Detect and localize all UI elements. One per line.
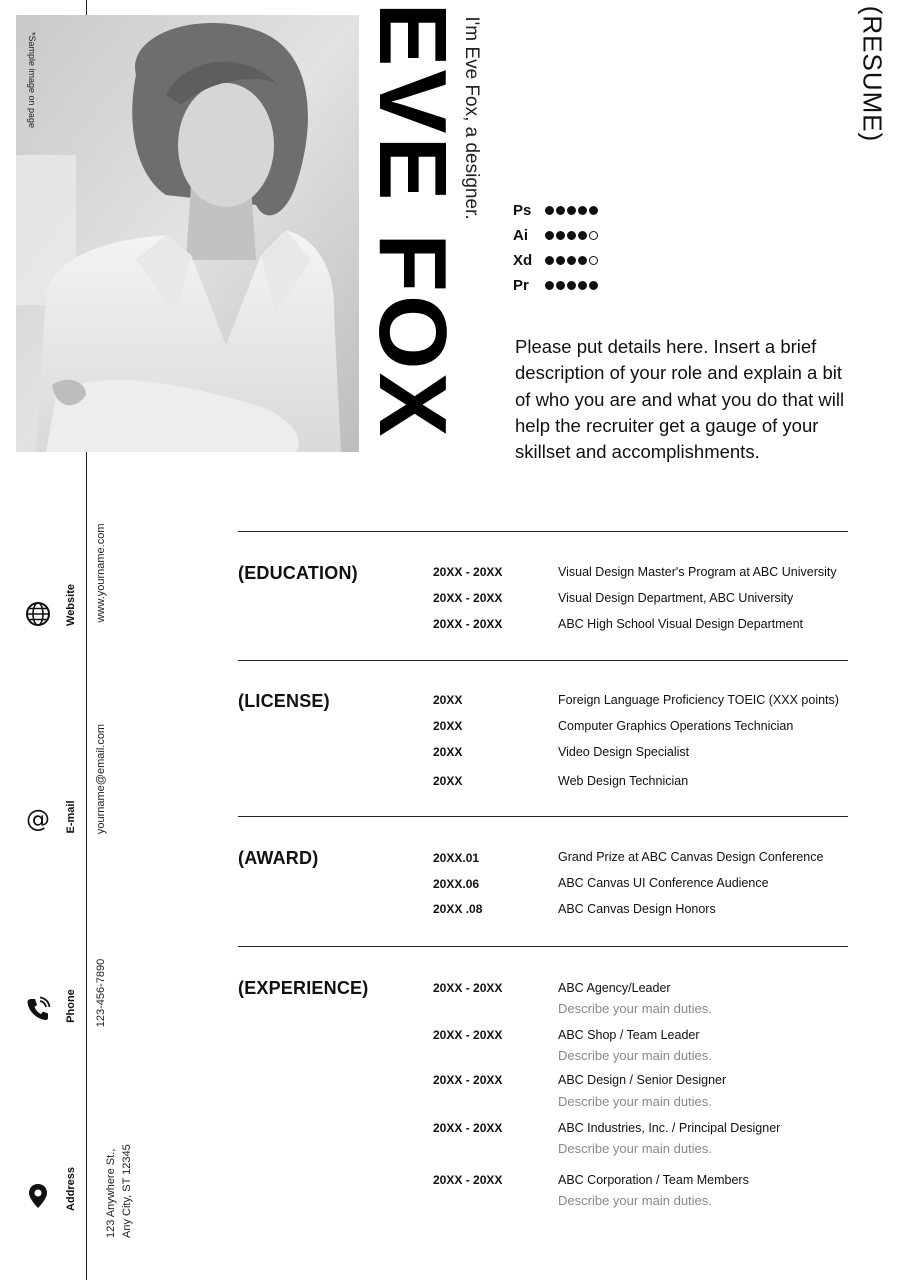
experience-role: ABC Industries, Inc. / Principal Designer bbox=[558, 1121, 781, 1135]
globe-icon bbox=[25, 601, 51, 627]
skill-name: Pr bbox=[513, 277, 529, 294]
license-entry: Computer Graphics Operations Technician bbox=[558, 719, 794, 733]
section-divider bbox=[238, 816, 848, 817]
experience-date: 20XX - 20XX bbox=[433, 1073, 503, 1087]
education-entry: Visual Design Department, ABC University bbox=[558, 591, 794, 605]
skills-list bbox=[513, 198, 598, 298]
award-date: 20XX.01 bbox=[433, 851, 480, 865]
education-heading: (EDUCATION) bbox=[238, 563, 358, 583]
location-pin-icon bbox=[25, 1183, 51, 1209]
experience-duties: Describe your main duties. bbox=[558, 1094, 712, 1109]
award-date: 20XX.06 bbox=[433, 877, 480, 891]
license-heading: (LICENSE) bbox=[238, 691, 330, 711]
license-date: 20XX bbox=[433, 745, 463, 759]
rating-dot-filled bbox=[545, 231, 554, 240]
section-divider bbox=[238, 946, 848, 947]
rating-dot-filled bbox=[556, 256, 565, 265]
rating-dot-filled bbox=[578, 281, 587, 290]
rating-dot-filled bbox=[545, 256, 554, 265]
skill-rating bbox=[545, 281, 598, 290]
svg-text:@: @ bbox=[26, 807, 50, 833]
license-entry: Video Design Specialist bbox=[558, 745, 690, 759]
rating-dot-filled bbox=[589, 206, 598, 215]
award-entry: ABC Canvas Design Honors bbox=[558, 902, 716, 916]
profile-photo bbox=[16, 15, 359, 452]
license-entry: Web Design Technician bbox=[558, 774, 689, 788]
experience-role: ABC Corporation / Team Members bbox=[558, 1173, 749, 1187]
experience-duties: Describe your main duties. bbox=[558, 1048, 712, 1063]
award-heading: (AWARD) bbox=[238, 848, 319, 868]
experience-duties: Describe your main duties. bbox=[558, 1001, 712, 1016]
experience-date: 20XX - 20XX bbox=[433, 1028, 503, 1042]
skill-row bbox=[513, 273, 598, 298]
rating-dot-empty bbox=[589, 256, 598, 265]
skill-row bbox=[513, 248, 598, 273]
rating-dot-filled bbox=[556, 281, 565, 290]
experience-date: 20XX - 20XX bbox=[433, 1173, 503, 1187]
skill-row bbox=[513, 198, 598, 223]
address-line2: Any City, ST 12345 bbox=[121, 1144, 133, 1238]
skill-rating bbox=[545, 256, 598, 265]
rating-dot-filled bbox=[567, 281, 576, 290]
portrait-illustration bbox=[16, 15, 359, 452]
skill-name: Ps bbox=[513, 202, 532, 219]
skill-name: Ai bbox=[513, 227, 528, 244]
rating-dot-filled bbox=[567, 231, 576, 240]
license-entry: Foreign Language Proficiency TOEIC (XXX points) bbox=[558, 693, 839, 707]
rating-dot-filled bbox=[567, 206, 576, 215]
rating-dot-filled bbox=[578, 231, 587, 240]
experience-duties: Describe your main duties. bbox=[558, 1193, 712, 1208]
rating-dot-filled bbox=[578, 206, 587, 215]
section-divider bbox=[238, 660, 848, 661]
skill-rating bbox=[545, 231, 598, 240]
license-date: 20XX bbox=[433, 774, 463, 788]
skill-row bbox=[513, 223, 598, 248]
experience-role: ABC Agency/Leader bbox=[558, 981, 671, 995]
rating-dot-filled bbox=[578, 256, 587, 265]
award-entry: ABC Canvas UI Conference Audience bbox=[558, 876, 769, 890]
section-divider bbox=[238, 531, 848, 532]
experience-role: ABC Shop / Team Leader bbox=[558, 1028, 700, 1042]
address-line1: 123 Anywhere St., bbox=[105, 1148, 117, 1238]
rating-dot-filled bbox=[589, 281, 598, 290]
education-date: 20XX - 20XX bbox=[433, 565, 503, 579]
skill-name: Xd bbox=[513, 252, 533, 269]
rating-dot-filled bbox=[545, 281, 554, 290]
at-icon bbox=[25, 807, 51, 833]
award-entry: Grand Prize at ABC Canvas Design Conference bbox=[558, 850, 824, 864]
experience-role: ABC Design / Senior Designer bbox=[558, 1073, 727, 1087]
rating-dot-filled bbox=[545, 206, 554, 215]
intro-paragraph: Please put details here. Insert a brief description of your role and explain a bit of who you are and what you do that will help the recruiter get a gauge of your skillset and accomplishments. bbox=[515, 336, 845, 463]
education-date: 20XX - 20XX bbox=[433, 617, 503, 631]
experience-duties: Describe your main duties. bbox=[558, 1141, 712, 1156]
license-date: 20XX bbox=[433, 693, 463, 707]
rating-dot-filled bbox=[556, 231, 565, 240]
phone-icon bbox=[25, 996, 51, 1022]
experience-heading: (EXPERIENCE) bbox=[238, 978, 369, 998]
rating-dot-filled bbox=[567, 256, 576, 265]
experience-date: 20XX - 20XX bbox=[433, 981, 503, 995]
education-entry: Visual Design Master's Program at ABC University bbox=[558, 565, 837, 579]
license-date: 20XX bbox=[433, 719, 463, 733]
experience-date: 20XX - 20XX bbox=[433, 1121, 503, 1135]
education-date: 20XX - 20XX bbox=[433, 591, 503, 605]
rating-dot-filled bbox=[556, 206, 565, 215]
skill-rating bbox=[545, 206, 598, 215]
rating-dot-empty bbox=[589, 231, 598, 240]
award-date: 20XX .08 bbox=[433, 902, 483, 916]
education-entry: ABC High School Visual Design Department bbox=[558, 617, 804, 631]
